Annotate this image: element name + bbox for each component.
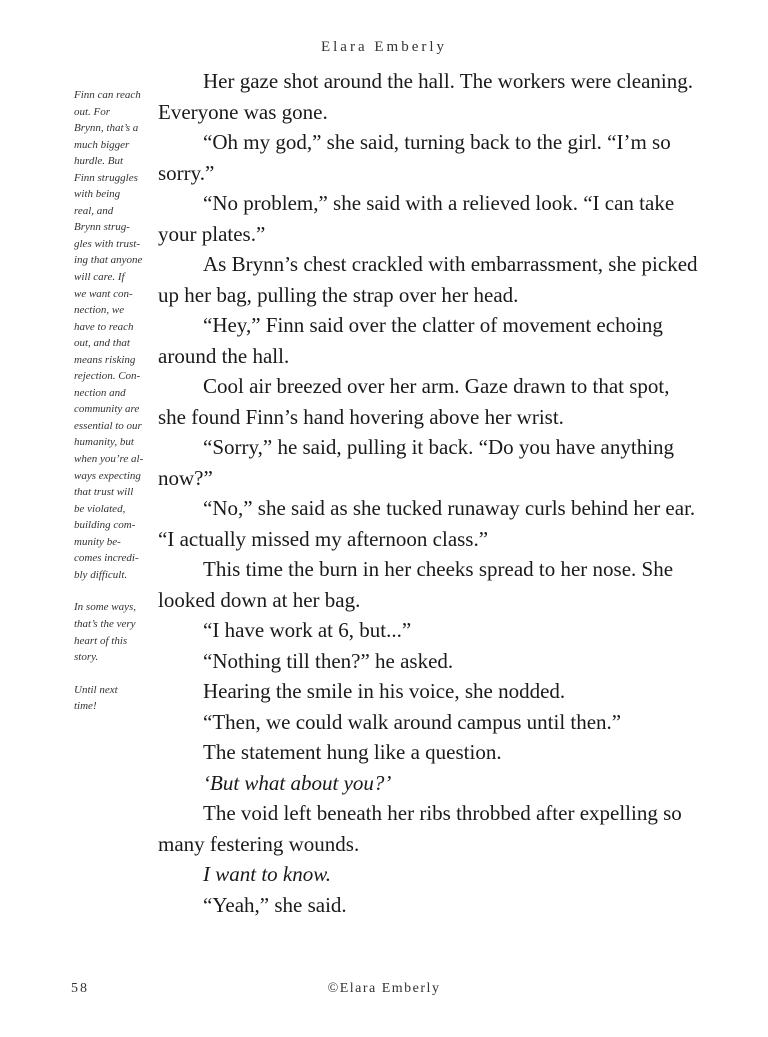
note-line: we want con- [74,287,133,300]
note-line: out. For [74,105,111,118]
note-line: be violated, [74,502,126,515]
story-text [158,66,698,920]
note-line: nection, we [74,304,125,317]
note-line: humanity, but [74,436,134,449]
margin-note [74,682,150,715]
note-line: comes incredi- [74,552,139,565]
note-line: have to reach [74,320,134,333]
italic-thought: ‘But what about you?’ [203,770,392,795]
note-line: much bigger [74,138,130,151]
note-line: real, and [74,204,114,217]
paragraph: “Nothing till then?” he asked. [203,648,454,673]
running-header: Elara Emberly [320,39,448,55]
note-line: Finn can reach [74,89,141,101]
note-line: with being [74,188,121,201]
paragraph: Hearing the smile in his voice, she nodded. [203,679,566,703]
note-line: gles with trust- [74,237,141,250]
note-line: out, and that [74,337,130,350]
note-line: munity be- [74,535,121,548]
paragraph: The void left beneath her ribs throbbed after expelling so many festering wounds. [158,801,682,856]
note-line: nection and [74,386,126,399]
note-line: story. [74,651,99,664]
margin-note [74,599,150,665]
note-line: Brynn, that’s a [74,122,139,135]
note-line: Until next [74,683,118,696]
note-line: essential to our [74,419,142,432]
margin-note [74,87,150,583]
note-line: heart of this [74,634,128,647]
paragraph: This time the burn in her cheeks spread to her nose. She looked down at her bag. [158,557,674,612]
paragraph: “Yeah,” she said. [203,892,347,917]
paragraph: “Then, we could walk around campus until then.” [203,709,622,734]
paragraph: As Brynn’s chest crackled with embarrassment, she picked up her bag, pulling the strap over her head. [158,252,698,307]
italic-thought: I want to know. [203,862,331,886]
note-line: will care. If [74,271,125,284]
note-line: hurdle. But [74,155,124,168]
paragraph: “Sorry,” he said, pulling it back. “Do you have anything now?” [158,435,675,490]
paragraph: The statement hung like a question. [203,740,502,764]
note-line: ways expecting [74,469,141,482]
note-line: rejection. Con- [74,370,141,383]
note-line: Brynn strug- [74,221,130,234]
paragraph: Cool air breezed over her arm. Gaze drawn to that spot, she found Finn’s hand hovering above her wrist. [158,374,670,429]
note-line: bly difficult. [74,568,128,581]
paragraph: “Oh my god,” she said, turning back to the girl. “I’m so sorry.” [158,130,671,185]
note-line: that trust will [74,486,134,499]
margin-notes [74,87,150,731]
note-line: means risking [74,353,136,366]
note-line: ing that anyone [74,254,143,267]
note-line: that’s the very [74,617,136,630]
note-line: when you’re al- [74,453,144,466]
page-number: 58 [71,981,89,996]
note-line: building com- [74,519,136,532]
copyright-footer: ©Elara Emberly [327,981,441,996]
paragraph: “No,” she said as she tucked runaway curls behind her ear. “I actually missed my afternoon class.” [158,496,696,551]
note-line: community are [74,403,140,416]
paragraph: “No problem,” she said with a relieved look. “I can take your plates.” [158,191,675,246]
paragraph: “Hey,” Finn said over the clatter of movement echoing around the hall. [158,313,663,368]
note-line: time! [74,700,97,713]
paragraph: Her gaze shot around the hall. The workers were cleaning. Everyone was gone. [158,69,694,124]
note-line: In some ways, [74,601,137,614]
paragraph: “I have work at 6, but...” [203,618,412,642]
note-line: Finn struggles [74,171,138,184]
